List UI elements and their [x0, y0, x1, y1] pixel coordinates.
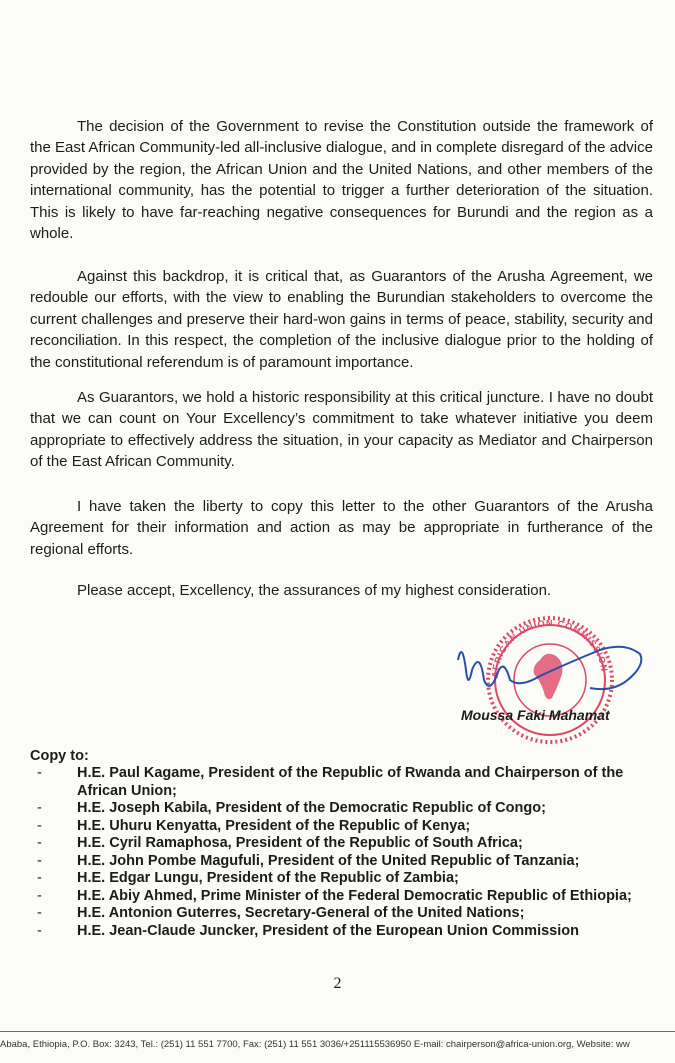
list-item: - H.E. John Pombe Magufuli, President of the United Republic of Tanzania;: [37, 852, 580, 869]
paragraph-guarantors: As Guarantors, we hold a historic responsibility at this critical juncture. I have no doubt that we can count on Your Excellency’s commitment to take whatever initiative you deem appropriate to effectively address the situation, in your capacity as Mediator and Chairperson of the East African Community.: [30, 389, 653, 471]
paragraph-revise-constitution: The decision of the Government to revise the Constitution outside the framework of the East African Community-led all-inclusive dialogue, and in complete disregard of the advice provided by the region, the African Union and the United Nations, and other members of the international community, has the potential to trigger a further deterioration of the situation. This is likely to have far-reaching negative consequences for Burundi and the region as a whole.: [30, 118, 653, 243]
paragraph-backdrop: Against this backdrop, it is critical that, as Guarantors of the Arusha Agreement, we redouble our efforts, with the view to enabling the Burundian stakeholders to overcome the current challenges and preserve their hard-won gains in terms of peace, stability, security and reconciliation. In this respect, the completion of the inclusive dialogue prior to the holding of the constitutional referendum is of paramount importance.: [30, 268, 653, 371]
copy-recipient-list: [30, 765, 660, 940]
page-number: 2: [333, 975, 342, 992]
official-seal-stamp: [450, 610, 650, 770]
list-item: - H.E. Cyril Ramaphosa, President of the Republic of South Africa;: [37, 835, 523, 851]
list-item: - H.E. Antonion Guterres, Secretary-General of the United Nations;: [37, 905, 525, 921]
footer-divider: [0, 1031, 675, 1032]
copy-to-heading: Copy to:: [30, 748, 89, 764]
list-item: - H.E. Joseph Kabila, President of the Democratic Republic of Congo;: [37, 800, 546, 816]
paragraph-closing: Please accept, Excellency, the assurances of my highest consideration.: [77, 582, 552, 599]
footer-contact: Ababa, Ethiopia, P.O. Box: 3243, Tel.: (251) 11 551 7700, Fax: (251) 11 551 3036/+251115536950 E-mail: chairperson@africa-union.org, Website: ww: [0, 1039, 630, 1050]
list-item: - H.E. Abiy Ahmed, Prime Minister of the Federal Democratic Republic of Ethiopia;: [37, 887, 632, 904]
list-item: - H.E. Paul Kagame, President of the Republic of Rwanda and Chairperson of the African Union;: [37, 765, 624, 799]
list-item: - H.E. Jean-Claude Juncker, President of the European Union Commission: [37, 922, 579, 939]
signer-name: Moussa Faki Mahamat: [461, 707, 610, 723]
seal-text: AFRICAN UNION COMMISSION: [489, 617, 610, 679]
list-item: - H.E. Uhuru Kenyatta, President of the Republic of Kenya;: [37, 817, 471, 834]
paragraph-copy-liberty: I have taken the liberty to copy this letter to the other Guarantors of the Arusha Agreement for their information and action as may be appropriate in furtherance of the regional efforts.: [30, 498, 653, 558]
list-item: - H.E. Edgar Lungu, President of the Republic of Zambia;: [37, 870, 459, 886]
